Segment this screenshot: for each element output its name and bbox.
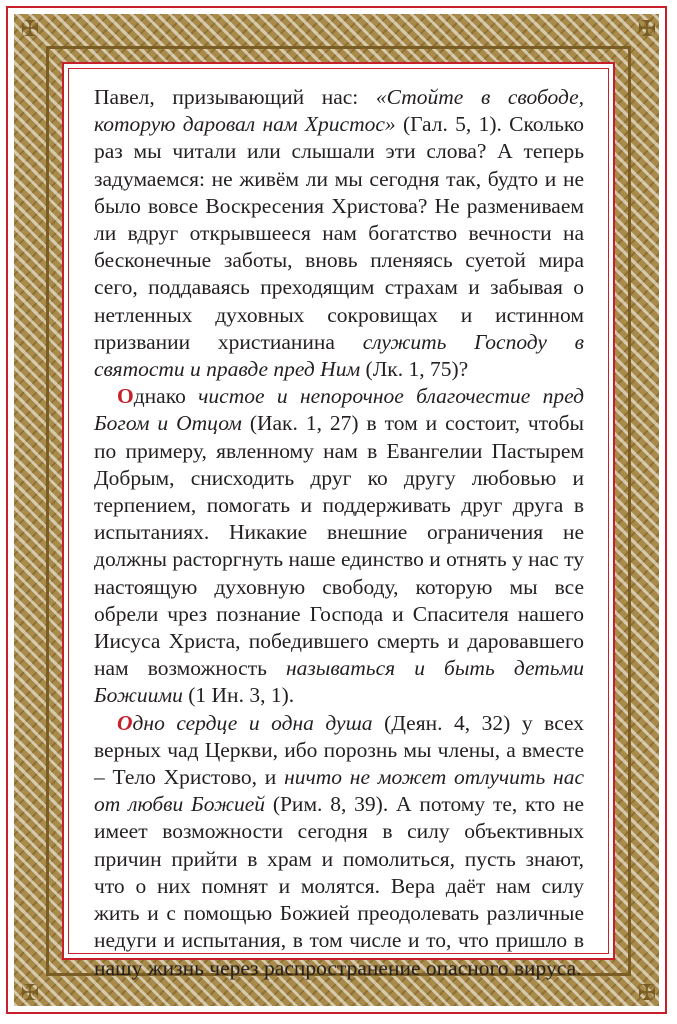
cross-ornament-icon: ✠ bbox=[637, 981, 657, 1006]
cross-ornament-icon: ✠ bbox=[637, 17, 657, 42]
text-run: (1 Ин. 3, 1). bbox=[182, 683, 295, 708]
quote: чистое и непорочное благочестие пред Богом и Отцом bbox=[94, 384, 585, 436]
body-text bbox=[94, 84, 584, 982]
drop-initial: О bbox=[117, 710, 133, 735]
quote: дно сердце и одна душа bbox=[132, 710, 373, 735]
text-run: (Гал. 5, 1). Сколько раз мы читали или слышали эти слова? А теперь задумаемся: не живём ли мы сегодня так, будто и не было вовсе Воскресения Христова? Не размениваем ли вдруг открывшееся нам богатство вечности на бесконечные заботы, вновь пленяясь суетой мира сего, поддаваясь преходящим страхам и забывая о нетленных духовных сокровищах и истинном призвании христианина bbox=[94, 112, 584, 354]
quote: называться и быть детьми Божиими bbox=[94, 656, 584, 708]
paragraph-2 bbox=[94, 383, 584, 709]
cross-ornament-icon: ✠ bbox=[20, 981, 40, 1006]
text-run: (Лк. 1, 75)? bbox=[360, 357, 469, 382]
drop-initial: О bbox=[117, 384, 134, 409]
text-run: (Деян. 4, 32) у всех верных чад Церкви, ибо порознь мы члены, а вместе – Тело Христово, и bbox=[94, 710, 585, 790]
text-run: (Иак. 1, 27) в том и состоит, чтобы по примеру, явленному нам в Евангелии Пастырем Добрым, снисходить друг ко другу любовью и терпением, помогать и поддерживать друг друга в испытаниях. Никакие внешние ограничения не должны расторгнуть наше единство и отнять у нас ту настоящую духовную свободу, которую мы все обрели чрез познание Господа и Спасителя нашего Иисуса Христа, победившего смерть и даровавшего нам возможность bbox=[94, 411, 584, 681]
quote: служить Господу в святости и правде пред Ним bbox=[94, 329, 584, 382]
quote: «Стойте в свободе, которую даровал нам Христос» bbox=[94, 85, 584, 137]
text-run: днако bbox=[133, 384, 199, 409]
paragraph-3 bbox=[94, 710, 584, 982]
cross-ornament-icon: ✠ bbox=[20, 17, 40, 42]
paragraph-1 bbox=[94, 84, 584, 383]
quote: ничто не может отлучить нас от любви Божией bbox=[94, 765, 584, 817]
text-run: (Рим. 8, 39). А потому те, кто не имеет возможности сегодня в силу объективных причин прийти в храм и помолиться, пусть знают, что о них помнят и молятся. Вера даёт нам силу жить и с помощью Божией преодолевать различные недуги и испытания, в том числе и то, что пришло в нашу жизнь через распространение опасного вируса. bbox=[94, 792, 584, 980]
text-run: Павел, призывающий нас: bbox=[94, 85, 376, 109]
